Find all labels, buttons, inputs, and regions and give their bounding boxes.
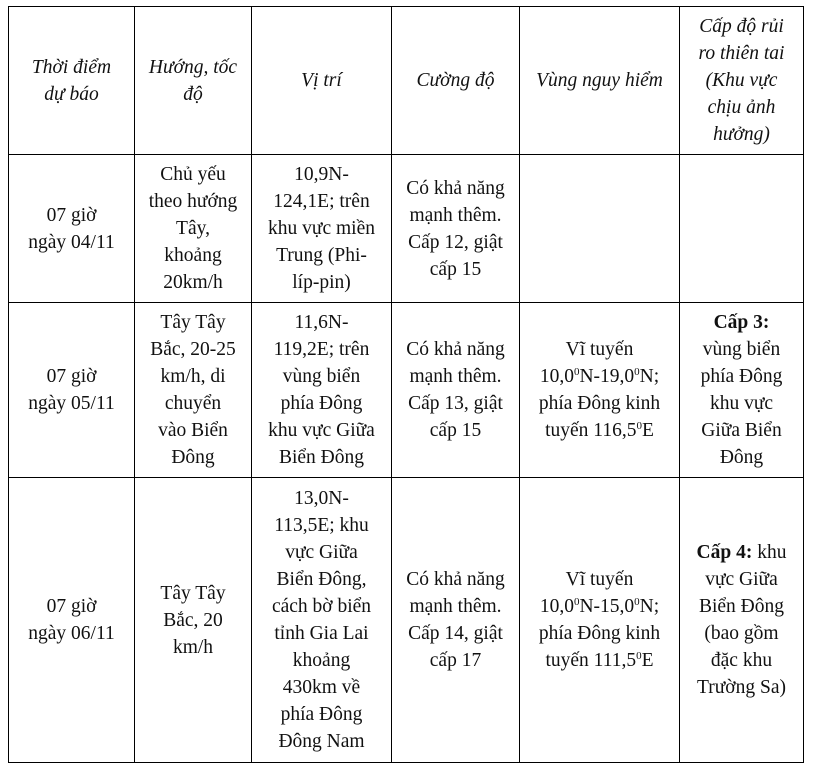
cell-text: Vĩ tuyến xyxy=(565,339,634,360)
cell-text: mạnh thêm. xyxy=(409,596,502,617)
cell-text: cấp 15 xyxy=(429,420,482,441)
cell-text: Đông Nam xyxy=(278,731,365,752)
cell-text: vực Giữa xyxy=(285,542,358,563)
cell-text: 10,9N- xyxy=(294,164,349,185)
cell-text: vùng biển xyxy=(282,366,361,387)
header-text: Cấp độ rủi xyxy=(699,16,784,37)
header-direction-speed xyxy=(135,7,252,155)
header-text: Vùng nguy hiểm xyxy=(536,70,663,91)
cell-text: Biển Đông xyxy=(698,596,785,617)
cell-text: phía Đông kinh xyxy=(538,623,661,644)
risk-level-label: Cấp 4: khu xyxy=(696,542,787,563)
cell-text: 07 giờ xyxy=(46,204,97,226)
header-risk-level xyxy=(680,7,804,155)
cell-text: 20km/h xyxy=(163,272,223,293)
header-text: độ xyxy=(183,83,203,105)
cell-risk-level xyxy=(680,478,804,763)
cell-forecast-time xyxy=(9,478,135,763)
header-text: ro thiên tai xyxy=(698,43,785,64)
cell-position xyxy=(252,303,392,478)
cell-text: Bắc, 20-25 xyxy=(150,339,236,360)
cell-text: khu vực Giữa xyxy=(268,420,375,441)
cell-text: Tây Tây xyxy=(160,312,226,333)
header-danger-zone xyxy=(520,7,680,155)
cell-text: đặc khu xyxy=(710,650,773,671)
cell-intensity xyxy=(392,155,520,303)
cell-position xyxy=(252,155,392,303)
cell-text: khoảng xyxy=(292,650,351,671)
cell-danger-zone xyxy=(520,303,680,478)
latitude-range: 10,0$^0$N-19,0$^0$N; xyxy=(539,366,660,387)
cell-text: chuyển xyxy=(164,393,222,414)
cell-text: vực Giữa xyxy=(705,569,778,590)
header-text: Cường độ xyxy=(416,70,495,91)
cell-text: Giữa Biển xyxy=(701,420,782,441)
header-intensity xyxy=(392,7,520,155)
cell-text: Chủ yếu xyxy=(160,164,226,185)
table-row xyxy=(9,478,804,763)
cell-danger-zone xyxy=(520,155,680,303)
header-position xyxy=(252,7,392,155)
cell-forecast-time xyxy=(9,155,135,303)
cell-text: Vĩ tuyến xyxy=(565,569,634,590)
cell-text: Cấp 12, giật xyxy=(408,231,503,253)
risk-level-label: Cấp 3: xyxy=(713,312,770,333)
cell-text: Cấp 13, giật xyxy=(408,393,503,414)
header-row xyxy=(9,7,804,155)
cell-direction-speed xyxy=(135,478,252,763)
cell-risk-level xyxy=(680,155,804,303)
cell-text: Tây, xyxy=(176,218,210,239)
cell-text: phía Đông kinh xyxy=(538,393,661,414)
cell-position xyxy=(252,478,392,763)
cell-direction-speed xyxy=(135,303,252,478)
cell-text: 11,6N- xyxy=(294,312,349,333)
cell-text: ngày 05/11 xyxy=(28,393,115,414)
cell-risk-level xyxy=(680,303,804,478)
header-forecast-time xyxy=(9,7,135,155)
header-text: Thời điểm xyxy=(31,56,112,78)
cell-text: Đông xyxy=(719,447,764,468)
cell-text: 430km về xyxy=(282,677,361,698)
cell-text: ngày 06/11 xyxy=(28,623,115,644)
cell-text: phía Đông xyxy=(280,704,363,725)
header-text: dự báo xyxy=(44,83,99,105)
latitude-range: 10,0$^0$N-15,0$^0$N; xyxy=(539,596,660,617)
cell-text: Bắc, 20 xyxy=(163,609,223,631)
cell-text: khu vực miền xyxy=(268,218,375,239)
cell-text: tỉnh Gia Lai xyxy=(274,623,369,644)
cell-text: Có khả năng xyxy=(406,339,505,360)
storm-forecast-table xyxy=(8,6,804,763)
cell-intensity xyxy=(392,478,520,763)
cell-text: mạnh thêm. xyxy=(409,204,502,226)
cell-text: cấp 15 xyxy=(429,258,482,280)
cell-text: Biển Đông xyxy=(278,447,365,468)
cell-text: mạnh thêm. xyxy=(409,366,502,387)
table-row xyxy=(9,155,804,303)
cell-text: Biển Đông, xyxy=(276,569,367,590)
cell-text: km/h, di xyxy=(160,366,226,387)
cell-forecast-time xyxy=(9,303,135,478)
cell-text: 113,5E; khu xyxy=(274,515,369,536)
cell-text: cách bờ biển xyxy=(271,596,372,617)
cell-text: líp-pin) xyxy=(292,272,351,293)
cell-direction-speed xyxy=(135,155,252,303)
cell-text: ngày 04/11 xyxy=(28,231,115,253)
header-text: hưởng) xyxy=(713,124,770,145)
cell-text: 13,0N- xyxy=(294,488,349,509)
cell-text: Có khả năng xyxy=(406,569,505,590)
header-text: (Khu vực xyxy=(705,70,778,91)
cell-danger-zone xyxy=(520,478,680,763)
header-text: Vị trí xyxy=(301,70,342,91)
longitude: tuyến 111,5$^0$E xyxy=(545,650,654,671)
cell-text: km/h xyxy=(172,636,214,658)
cell-text: phía Đông xyxy=(700,366,783,387)
cell-text: theo hướng xyxy=(148,191,238,212)
cell-intensity xyxy=(392,303,520,478)
cell-text: Trung (Phi- xyxy=(276,245,367,266)
cell-text: Trường Sa) xyxy=(697,677,786,698)
header-text: Hướng, tốc xyxy=(148,56,238,78)
cell-text: Tây Tây xyxy=(160,582,226,604)
cell-text: vùng biển xyxy=(702,339,781,360)
cell-text: Có khả năng xyxy=(406,177,505,199)
cell-text: Cấp 14, giật xyxy=(408,623,503,644)
cell-text: vào Biển xyxy=(158,420,228,441)
cell-text: cấp 17 xyxy=(429,650,482,671)
table-row xyxy=(9,303,804,478)
cell-text: 07 giờ xyxy=(46,366,97,387)
header-text: chịu ảnh xyxy=(707,97,776,118)
cell-text: 124,1E; trên xyxy=(273,191,370,212)
longitude: tuyến 116,5$^0$E xyxy=(545,420,654,441)
cell-text: Đông xyxy=(171,447,215,468)
cell-text: (bao gồm xyxy=(704,623,779,644)
cell-text: 119,2E; trên xyxy=(273,339,370,360)
cell-text: phía Đông xyxy=(280,393,363,414)
cell-text: khu vực xyxy=(709,393,774,414)
cell-text: khoảng xyxy=(164,245,222,266)
cell-text: 07 giờ xyxy=(46,596,97,617)
